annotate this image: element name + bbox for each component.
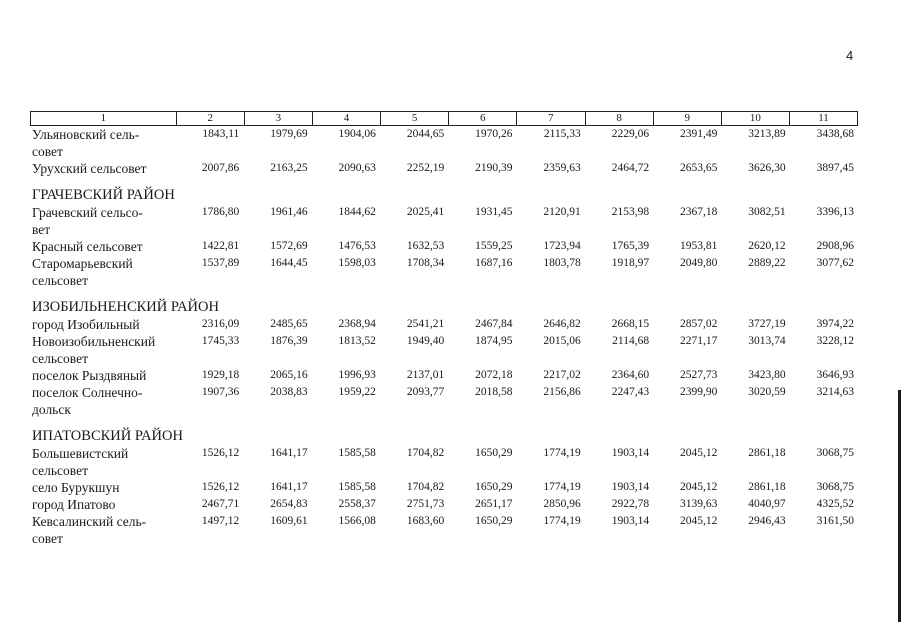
settlement-name: поселок Солнечно- дольск <box>32 385 143 417</box>
value-cell-col-10: 2861,18 <box>748 481 786 493</box>
value-cell-col-5: 2137,01 <box>406 369 445 381</box>
value-cell-col-4: 1585,58 <box>338 481 376 493</box>
value-cell-col-3: 2654,83 <box>270 498 308 510</box>
value-cell-col-5: 1704,82 <box>406 447 445 459</box>
value-cell-col-6: 1650,29 <box>475 515 513 527</box>
value-cell-col-10: 3020,59 <box>748 386 786 398</box>
table-row <box>30 316 858 333</box>
value-cell-col-9: 2045,12 <box>680 481 718 493</box>
value-cell-col-3: 2163,25 <box>270 162 308 174</box>
value-cell-col-4: 1598,03 <box>338 257 376 269</box>
table-row <box>30 333 858 367</box>
column-header-10: 10 <box>721 112 789 125</box>
value-cell-col-2: 2467,71 <box>201 498 240 510</box>
value-cell-col-3: 2038,83 <box>270 386 308 398</box>
value-cell-col-11: 3068,75 <box>816 481 854 493</box>
value-cell-col-8: 1765,39 <box>611 240 650 252</box>
value-cell-col-5: 1704,82 <box>406 481 445 493</box>
value-cell-col-9: 2857,02 <box>680 318 718 330</box>
value-cell-col-2: 2007,86 <box>201 162 240 174</box>
value-cell-col-6: 1970,26 <box>475 128 513 140</box>
value-cell-col-6: 1559,25 <box>475 240 513 252</box>
settlement-name: Ульяновский сель- совет <box>32 127 140 159</box>
value-cell-col-10: 3423,80 <box>748 369 786 381</box>
value-cell-col-10: 3727,19 <box>748 318 786 330</box>
value-cell-col-2: 1786,80 <box>201 206 240 218</box>
value-cell-col-4: 1566,08 <box>338 515 376 527</box>
value-cell-col-11: 4325,52 <box>816 498 854 510</box>
table-row <box>30 238 858 255</box>
value-cell-col-11: 3228,12 <box>816 335 854 347</box>
value-cell-col-10: 4040,97 <box>748 498 786 510</box>
column-header-4: 4 <box>312 112 380 125</box>
value-cell-col-5: 2252,19 <box>406 162 445 174</box>
value-cell-col-2: 1537,89 <box>201 257 240 269</box>
table-row <box>30 255 858 289</box>
column-header-6: 6 <box>448 112 516 125</box>
value-cell-col-9: 2391,49 <box>680 128 718 140</box>
value-cell-col-10: 2861,18 <box>748 447 786 459</box>
tariff-table <box>30 111 858 547</box>
value-cell-col-11: 3077,62 <box>816 257 854 269</box>
value-cell-col-3: 1609,61 <box>270 515 308 527</box>
settlement-name: Кевсалинский сель- совет <box>32 514 147 546</box>
value-cell-col-2: 1422,81 <box>201 240 240 252</box>
settlement-name: поселок Рыздвяный <box>32 368 147 383</box>
section-spacer <box>30 289 858 299</box>
value-cell-col-10: 3013,74 <box>748 335 786 347</box>
value-cell-col-8: 2153,98 <box>611 206 650 218</box>
value-cell-col-11: 3897,45 <box>816 162 854 174</box>
value-cell-col-3: 1572,69 <box>270 240 308 252</box>
value-cell-col-3: 2485,65 <box>270 318 308 330</box>
value-cell-col-6: 2651,17 <box>475 498 513 510</box>
value-cell-col-6: 2018,58 <box>475 386 513 398</box>
table-body <box>30 126 858 547</box>
value-cell-col-8: 2922,78 <box>611 498 650 510</box>
settlement-name: город Изобильный <box>32 317 140 332</box>
district-heading: ИПАТОВСКИЙ РАЙОН <box>32 428 183 444</box>
value-cell-col-7: 2120,91 <box>543 206 581 218</box>
value-cell-col-3: 1979,69 <box>270 128 308 140</box>
value-cell-col-5: 2751,73 <box>406 498 445 510</box>
settlement-name: Грачевский сельсо- вет <box>32 205 143 237</box>
value-cell-col-8: 1903,14 <box>611 515 650 527</box>
table-header-row <box>30 111 858 126</box>
value-cell-col-7: 2156,86 <box>543 386 581 398</box>
value-cell-col-11: 3438,68 <box>816 128 854 140</box>
value-cell-col-2: 1497,12 <box>201 515 240 527</box>
value-cell-col-7: 2359,63 <box>543 162 581 174</box>
value-cell-col-5: 2044,65 <box>406 128 445 140</box>
value-cell-col-9: 2399,90 <box>680 386 718 398</box>
value-cell-col-5: 1949,40 <box>406 335 445 347</box>
value-cell-col-6: 2467,84 <box>475 318 513 330</box>
value-cell-col-9: 2045,12 <box>680 447 718 459</box>
value-cell-col-8: 1918,97 <box>611 257 650 269</box>
value-cell-col-5: 2093,77 <box>406 386 445 398</box>
value-cell-col-9: 3139,63 <box>680 498 718 510</box>
value-cell-col-6: 1931,45 <box>475 206 513 218</box>
section-spacer <box>30 177 858 187</box>
table-row <box>30 445 858 479</box>
value-cell-col-11: 3396,13 <box>816 206 854 218</box>
value-cell-col-5: 1708,34 <box>406 257 445 269</box>
value-cell-col-4: 2368,94 <box>338 318 376 330</box>
value-cell-col-2: 1745,33 <box>201 335 240 347</box>
value-cell-col-10: 3082,51 <box>748 206 786 218</box>
value-cell-col-8: 1903,14 <box>611 481 650 493</box>
value-cell-col-3: 1961,46 <box>270 206 308 218</box>
value-cell-col-7: 2850,96 <box>543 498 581 510</box>
value-cell-col-8: 2247,43 <box>611 386 650 398</box>
district-heading: ИЗОБИЛЬНЕНСКИЙ РАЙОН <box>32 299 219 315</box>
scan-edge-mark <box>898 390 901 622</box>
value-cell-col-6: 2190,39 <box>475 162 513 174</box>
table-row <box>30 496 858 513</box>
value-cell-col-6: 1687,16 <box>475 257 513 269</box>
value-cell-col-7: 1774,19 <box>543 481 581 493</box>
value-cell-col-7: 1723,94 <box>543 240 581 252</box>
table-row <box>30 126 858 160</box>
value-cell-col-7: 1774,19 <box>543 447 581 459</box>
value-cell-col-2: 1843,11 <box>202 128 240 140</box>
value-cell-col-8: 1903,14 <box>611 447 650 459</box>
value-cell-col-3: 1641,17 <box>270 481 308 493</box>
value-cell-col-10: 2889,22 <box>748 257 786 269</box>
value-cell-col-6: 2072,18 <box>475 369 513 381</box>
page-number: 4 <box>846 48 854 63</box>
value-cell-col-5: 1683,60 <box>406 515 445 527</box>
value-cell-col-9: 2049,80 <box>680 257 718 269</box>
value-cell-col-3: 2065,16 <box>270 369 308 381</box>
value-cell-col-8: 2668,15 <box>611 318 650 330</box>
table-row <box>30 160 858 177</box>
table-row <box>30 204 858 238</box>
value-cell-col-2: 2316,09 <box>201 318 240 330</box>
settlement-name: Красный сельсовет <box>32 239 143 254</box>
table-row <box>30 479 858 496</box>
section-spacer <box>30 418 858 428</box>
value-cell-col-9: 2045,12 <box>680 515 718 527</box>
value-cell-col-2: 1526,12 <box>201 481 240 493</box>
value-cell-col-8: 2364,60 <box>611 369 650 381</box>
value-cell-col-4: 1959,22 <box>338 386 376 398</box>
settlement-name: Новоизобильненский сельсовет <box>32 334 156 366</box>
value-cell-col-9: 2527,73 <box>680 369 718 381</box>
value-cell-col-5: 2025,41 <box>406 206 445 218</box>
value-cell-col-4: 2558,37 <box>338 498 376 510</box>
settlement-name: Старомарьевский сельсовет <box>32 256 133 288</box>
value-cell-col-11: 3646,93 <box>816 369 854 381</box>
value-cell-col-10: 3213,89 <box>748 128 786 140</box>
value-cell-col-2: 1526,12 <box>201 447 240 459</box>
value-cell-col-5: 2541,21 <box>406 318 445 330</box>
value-cell-col-6: 1874,95 <box>475 335 513 347</box>
value-cell-col-4: 1844,62 <box>338 206 376 218</box>
settlement-name: город Ипатово <box>32 497 116 512</box>
value-cell-col-7: 2646,82 <box>543 318 581 330</box>
column-header-3: 3 <box>244 112 312 125</box>
value-cell-col-4: 1585,58 <box>338 447 376 459</box>
value-cell-col-4: 1476,53 <box>338 240 376 252</box>
value-cell-col-4: 1996,93 <box>338 369 376 381</box>
value-cell-col-7: 2217,02 <box>543 369 581 381</box>
value-cell-col-8: 2114,68 <box>612 335 650 347</box>
value-cell-col-3: 1641,17 <box>270 447 308 459</box>
value-cell-col-10: 2620,12 <box>748 240 786 252</box>
column-header-1: 1 <box>100 112 107 124</box>
value-cell-col-4: 1813,52 <box>338 335 376 347</box>
value-cell-col-7: 1774,19 <box>543 515 581 527</box>
value-cell-col-10: 2946,43 <box>748 515 786 527</box>
settlement-name: село Бурукшун <box>32 480 120 495</box>
value-cell-col-2: 1907,36 <box>201 386 240 398</box>
value-cell-col-11: 3161,50 <box>816 515 854 527</box>
column-header-7: 7 <box>516 112 584 125</box>
value-cell-col-9: 2653,65 <box>680 162 718 174</box>
value-cell-col-9: 2367,18 <box>680 206 718 218</box>
column-header-9: 9 <box>653 112 721 125</box>
value-cell-col-7: 1803,78 <box>543 257 581 269</box>
table-row <box>30 367 858 384</box>
value-cell-col-11: 3214,63 <box>816 386 854 398</box>
value-cell-col-9: 2271,17 <box>680 335 718 347</box>
column-header-5: 5 <box>380 112 448 125</box>
value-cell-col-7: 2015,06 <box>543 335 581 347</box>
value-cell-col-3: 1876,39 <box>270 335 308 347</box>
value-cell-col-8: 2464,72 <box>611 162 650 174</box>
value-cell-col-11: 3974,22 <box>816 318 854 330</box>
value-cell-col-2: 1929,18 <box>201 369 240 381</box>
settlement-name: Большевистский сельсовет <box>32 446 129 478</box>
district-heading: ГРАЧЕВСКИЙ РАЙОН <box>32 187 175 203</box>
value-cell-col-6: 1650,29 <box>475 447 513 459</box>
value-cell-col-5: 1632,53 <box>406 240 445 252</box>
value-cell-col-4: 2090,63 <box>338 162 376 174</box>
value-cell-col-11: 3068,75 <box>816 447 854 459</box>
column-header-2: 2 <box>176 112 244 125</box>
value-cell-col-6: 1650,29 <box>475 481 513 493</box>
table-row <box>30 513 858 547</box>
value-cell-col-4: 1904,06 <box>338 128 376 140</box>
value-cell-col-8: 2229,06 <box>611 128 650 140</box>
value-cell-col-9: 1953,81 <box>680 240 718 252</box>
column-header-8: 8 <box>585 112 653 125</box>
value-cell-col-7: 2115,33 <box>543 128 581 140</box>
table-row <box>30 384 858 418</box>
column-header-11: 11 <box>789 112 857 125</box>
value-cell-col-10: 3626,30 <box>748 162 786 174</box>
settlement-name: Урухский сельсовет <box>32 161 147 176</box>
value-cell-col-11: 2908,96 <box>816 240 854 252</box>
value-cell-col-3: 1644,45 <box>270 257 308 269</box>
